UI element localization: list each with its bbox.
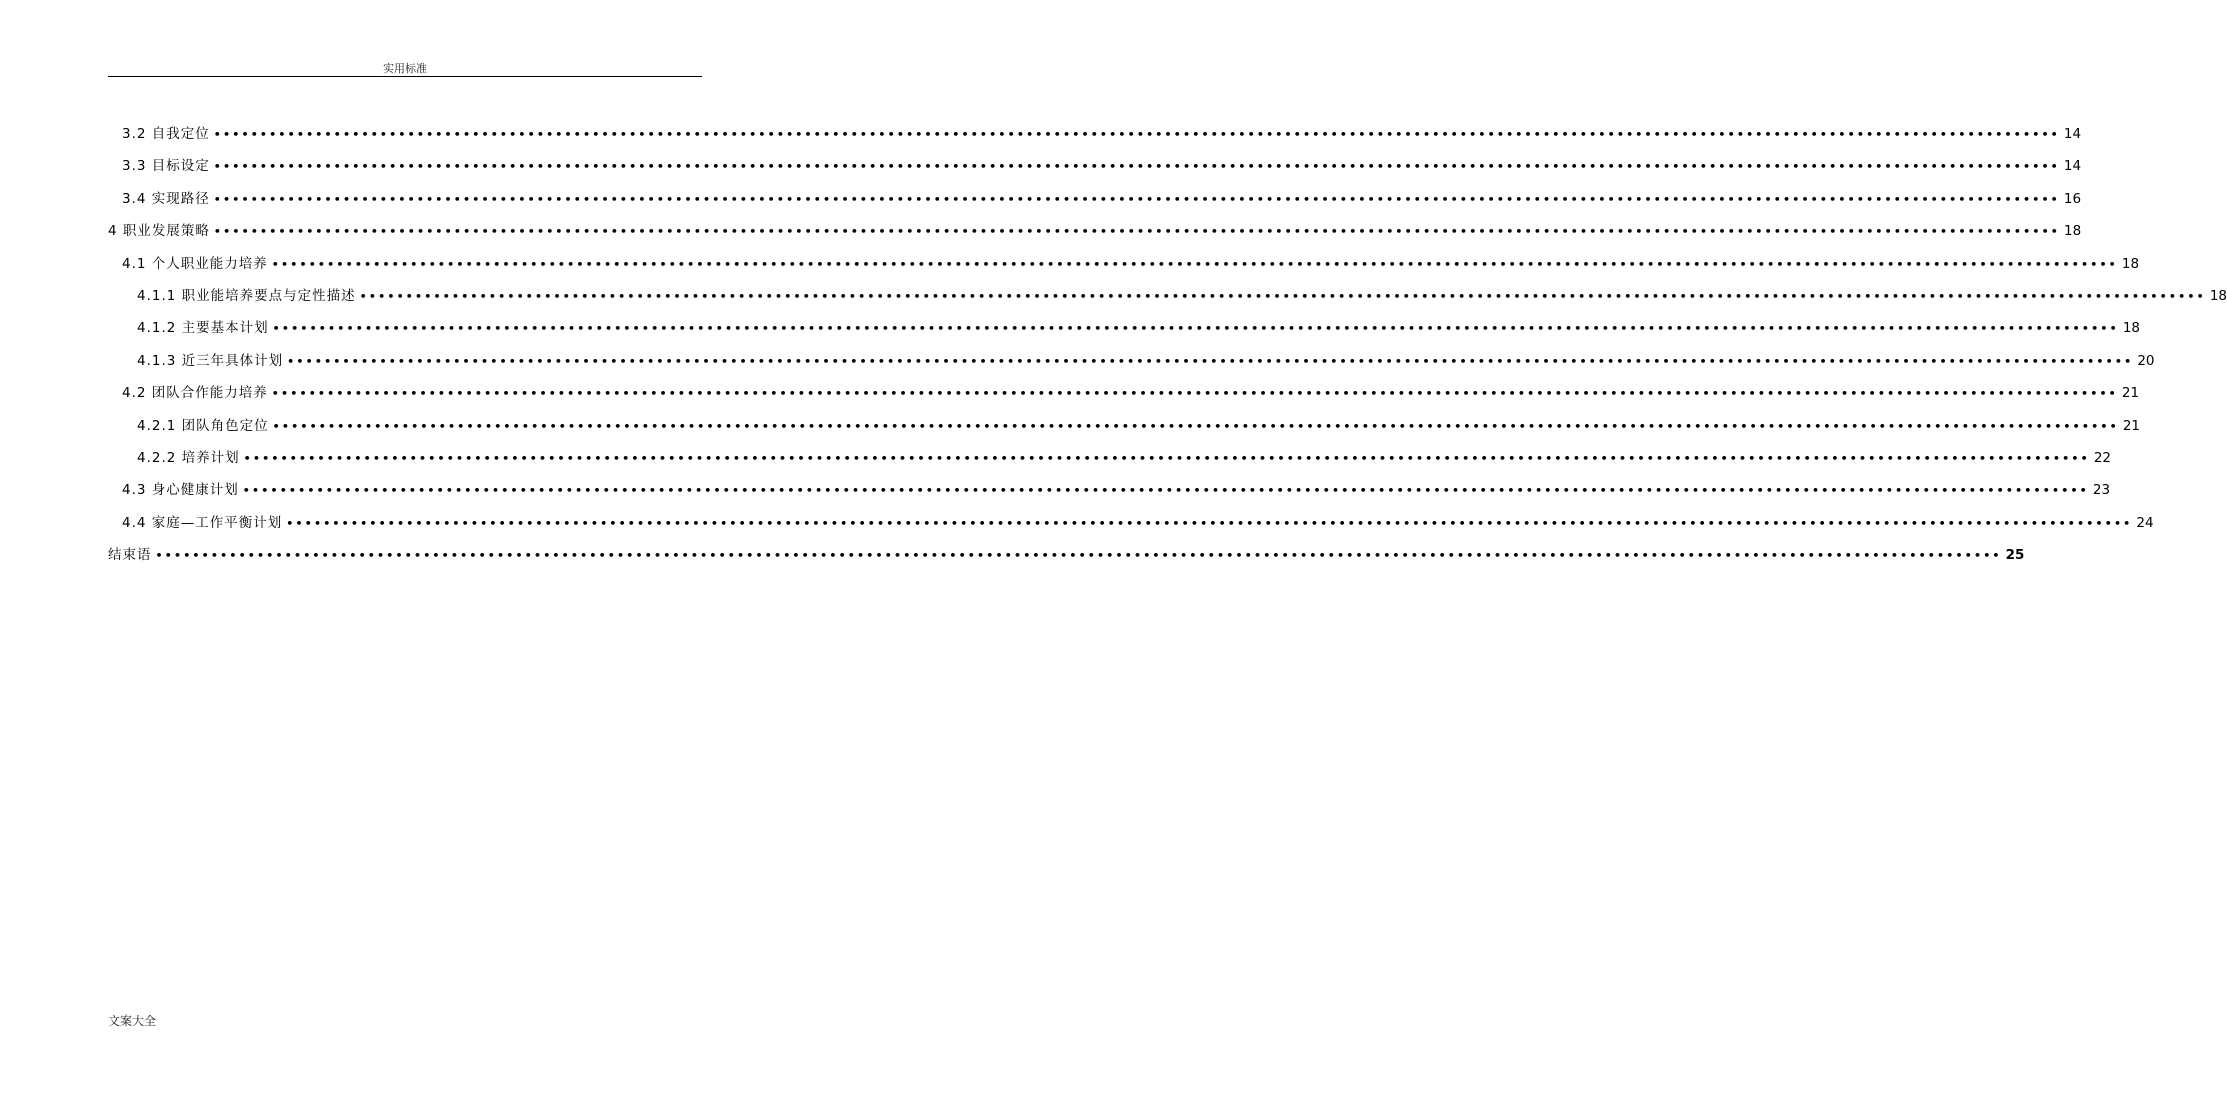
toc-entry-title: 团队合作能力培养 xyxy=(151,385,268,402)
toc-entry-title: 目标设定 xyxy=(151,158,210,175)
toc-entry-number: 4.3 xyxy=(122,482,152,499)
toc-entry-title: 结束语 xyxy=(108,547,152,564)
toc-entry[interactable] xyxy=(108,543,2025,565)
toc-dot-leader: •••••••••••••••••••••••••••••••••••••••••••••••••••••••••••••••••••••••••••••••••••••••••••••••••••••••••••••••••••••••••••••••••••••••••••••••••••••••••••••••••••••••••••••••••••••••••••••••••••••••• xyxy=(213,128,2060,141)
toc-entry-page: 18 xyxy=(2122,320,2140,337)
toc-entry-number: 4.4 xyxy=(122,514,152,531)
toc-dot-leader: •••••••••••••••••••••••••••••••••••••••••••••••••••••••••••••••••••••••••••••••••••••••••••••••••••••••••••••••••••••••••••••••••••••••••••••••••••••••••••••••••••••••••••••••••••••••••••••••••••••••• xyxy=(242,484,2089,498)
toc-entry-number: 4.2.1 xyxy=(137,417,182,434)
toc-entry-title: 自我定位 xyxy=(151,126,210,142)
toc-dot-leader: •••••••••••••••••••••••••••••••••••••••••••••••••••••••••••••••••••••••••••••••••••••••••••••••••••••••••••••••••••••••••••••••••••••••••••••••••••••••••••••••••••••••••••••••••••••••••••••••••••••••• xyxy=(213,225,2061,239)
toc-entry[interactable] xyxy=(108,219,2082,241)
toc-entry-number: 4 xyxy=(108,223,123,240)
toc-entry[interactable] xyxy=(122,187,2082,209)
toc-dot-leader: •••••••••••••••••••••••••••••••••••••••••••••••••••••••••••••••••••••••••••••••••••••••••••••••••••••••••••••••••••••••••••••••••••••••••••••••••••••••••••••••••••••••••••••••••••••••••••••••••••••••• xyxy=(286,516,2133,530)
toc-entry[interactable] xyxy=(122,478,2111,500)
toc-entry-page: 22 xyxy=(2093,450,2111,466)
toc-dot-leader: •••••••••••••••••••••••••••••••••••••••••••••••••••••••••••••••••••••••••••••••••••••••••••••••••••••••••••••••••••••••••••••••••••••••••••••••••••••••••••••••••••••••••••••••••••••••••••••••••••••••• xyxy=(287,354,2134,368)
toc-entry-title: 培养计划 xyxy=(181,450,240,466)
toc-dot-leader: •••••••••••••••••••••••••••••••••••••••••••••••••••••••••••••••••••••••••••••••••••••••••••••••••••••••••••••••••••••••••••••••••••••••••••••••••••••••••••••••••••••••••••••••••••••••••••••••••••••••• xyxy=(272,419,2119,433)
toc-entry-title: 职业发展策略 xyxy=(122,223,210,240)
toc-entry[interactable] xyxy=(137,446,2111,468)
toc-entry[interactable] xyxy=(122,122,2082,144)
toc-entry[interactable] xyxy=(137,284,2227,306)
toc-entry-page: 25 xyxy=(2005,547,2025,564)
toc-entry-title: 家庭—工作平衡计划 xyxy=(151,514,283,531)
toc-dot-leader: •••••••••••••••••••••••••••••••••••••••••••••••••••••••••••••••••••••••••••••••••••••••••••••••••••••••••••••••••••••••••••••••••••••••••••••••••••••••••••••••••••••••••••••••••••••••••••••••••••••••• xyxy=(359,290,2206,303)
toc-dot-leader: •••••••••••••••••••••••••••••••••••••••••••••••••••••••••••••••••••••••••••••••••••••••••••••••••••••••••••••••••••••••••••••••••••••••••••••••••••••••••••••••••••••••••••••••••••••••••••••••••••••••• xyxy=(155,549,2002,563)
toc-entry-number: 4.1 xyxy=(122,255,152,272)
toc-entry-page: 18 xyxy=(2209,288,2227,304)
toc-entry[interactable] xyxy=(122,252,2140,274)
toc-entry-page: 21 xyxy=(2122,417,2140,434)
toc-entry-number: 3.2 xyxy=(122,126,152,142)
page-header: 实用标准 xyxy=(383,62,427,75)
toc-entry-page: 14 xyxy=(2063,126,2082,142)
toc-entry-title: 近三年具体计划 xyxy=(181,352,284,369)
toc-dot-leader: •••••••••••••••••••••••••••••••••••••••••••••••••••••••••••••••••••••••••••••••••••••••••••••••••••••••••••••••••••••••••••••••••••••••••••••••••••••••••••••••••••••••••••••••••••••••••••••••••••••••• xyxy=(271,387,2118,401)
toc-entry-number: 4.2.2 xyxy=(137,450,182,466)
toc-entry[interactable] xyxy=(122,381,2140,403)
toc-entry-title: 主要基本计划 xyxy=(181,320,269,337)
toc-entry-number: 4.1.1 xyxy=(137,288,182,304)
toc-entry[interactable] xyxy=(137,349,2155,371)
toc-entry-page: 21 xyxy=(2121,385,2140,402)
page-footer: 文案大全 xyxy=(108,1014,157,1028)
toc-entry-number: 4.1.2 xyxy=(137,320,182,337)
toc-entry-page: 16 xyxy=(2063,190,2082,207)
toc-entry-title: 职业能培养要点与定性描述 xyxy=(181,288,356,304)
toc-entry-number: 3.4 xyxy=(122,190,152,207)
toc-entry[interactable] xyxy=(122,511,2154,533)
toc-entry-title: 个人职业能力培养 xyxy=(151,255,268,272)
toc-entry-number: 4.1.3 xyxy=(137,352,182,369)
toc-entry-number: 4.2 xyxy=(122,385,152,402)
toc-dot-leader: •••••••••••••••••••••••••••••••••••••••••••••••••••••••••••••••••••••••••••••••••••••••••••••••••••••••••••••••••••••••••••••••••••••••••••••••••••••••••••••••••••••••••••••••••••••••••••••••••••••••• xyxy=(243,452,2090,465)
toc-entry-page: 24 xyxy=(2136,514,2154,531)
toc-entry-page: 14 xyxy=(2063,158,2082,175)
toc-entry[interactable] xyxy=(122,154,2082,176)
header-divider xyxy=(108,76,702,77)
toc-dot-leader: •••••••••••••••••••••••••••••••••••••••••••••••••••••••••••••••••••••••••••••••••••••••••••••••••••••••••••••••••••••••••••••••••••••••••••••••••••••••••••••••••••••••••••••••••••••••••••••••••••••••• xyxy=(213,192,2060,206)
toc-entry[interactable] xyxy=(137,316,2140,338)
toc-entry-title: 身心健康计划 xyxy=(151,482,239,499)
toc-entry-title: 实现路径 xyxy=(151,190,210,207)
toc-entry[interactable] xyxy=(137,414,2140,436)
toc-dot-leader: •••••••••••••••••••••••••••••••••••••••••••••••••••••••••••••••••••••••••••••••••••••••••••••••••••••••••••••••••••••••••••••••••••••••••••••••••••••••••••••••••••••••••••••••••••••••••••••••••••••••• xyxy=(272,322,2119,336)
toc-entry-title: 团队角色定位 xyxy=(181,417,269,434)
toc-entry-page: 20 xyxy=(2137,352,2155,369)
toc-entry-page: 23 xyxy=(2092,482,2111,499)
toc-entry-page: 18 xyxy=(2064,223,2082,240)
toc-dot-leader: •••••••••••••••••••••••••••••••••••••••••••••••••••••••••••••••••••••••••••••••••••••••••••••••••••••••••••••••••••••••••••••••••••••••••••••••••••••••••••••••••••••••••••••••••••••••••••••••••••••••• xyxy=(271,257,2118,271)
toc-entry-number: 3.3 xyxy=(122,158,152,175)
toc-entry-page: 18 xyxy=(2121,255,2140,272)
toc-dot-leader: •••••••••••••••••••••••••••••••••••••••••••••••••••••••••••••••••••••••••••••••••••••••••••••••••••••••••••••••••••••••••••••••••••••••••••••••••••••••••••••••••••••••••••••••••••••••••••••••••••••••• xyxy=(213,160,2060,174)
